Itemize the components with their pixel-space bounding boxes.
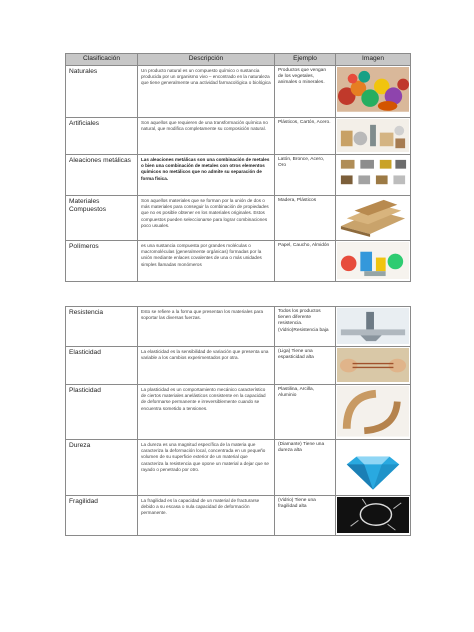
row-example: (Diamante) Tiene una dureza alta [275,440,336,496]
row-image [336,241,411,282]
table-row [66,155,411,196]
row-image [336,496,411,536]
header-imagen: Imagen [336,54,411,66]
row-description: Un producto natural es un compuesto químico o sustancia producida por un organismo vivo – encontrado en la naturaleza que tiene generalmente una actividad farmacológica o biológica [138,66,275,118]
row-example: Latón, Bronce, Acero, Oro [275,155,336,196]
row-name: Artificiales [66,118,138,155]
bent-wood-photo [337,386,409,437]
row-image [336,196,411,241]
polymer-objects-photo [337,242,409,279]
row-description: Son aquellos que requieren de una transformación química no natural, que modifica completamente su composición natural. [138,118,275,155]
table-row [66,307,411,347]
row-description: La elasticidad es la sensibilidad de variación que presenta una variable a los cambios experimentados por otra. [138,347,275,385]
row-name: Aleaciones metálicas [66,155,138,196]
row-example: Papel, Caucho, Almidón [275,241,336,282]
table-header-row [66,54,411,66]
table-row [66,66,411,118]
row-description: La plasticidad es un comportamiento mecánico característico de ciertos materiales anelásticos consistente en la capacidad de deformarse permanente e irreversiblemente cuando se encuentra sometido a tensiones. [138,385,275,440]
row-image [336,440,411,496]
artificial-objects-photo [337,119,409,152]
table-row [66,196,411,241]
row-description: Son aquellos materiales que se forman por la unión de dos o más materiales para conseguir la combinación de propiedades que no es posible obtener en los materiales originales. Estos compuestos pueden seleccionarse para lograr combinaciones poco usuales. [138,196,275,241]
row-name: Polímeros [66,241,138,282]
header-clasificacion: Clasificación [66,54,138,66]
table-row [66,347,411,385]
row-description: Esto se refiere a la forma que presentan los materiales para soportar las diversas fuerzas. [138,307,275,347]
broken-glass-photo [337,497,409,533]
row-image [336,66,411,118]
row-name: Plasticidad [66,385,138,440]
row-name: Resistencia [66,307,138,347]
row-description: es una sustancia compuesta por grandes moléculas o macromoléculas (generalmente orgánicas) formadas por la unión mediante enlaces covalentes de una o más unidades simples llamadas monómeros [138,241,275,282]
header-descripcion: Descripción [138,54,275,66]
row-example: Todos los productos tienen diferente resistencia. (Vidrio)Resistencia baja [275,307,336,347]
table-row [66,440,411,496]
resistance-test-photo [337,308,409,344]
row-description [138,155,275,196]
table-row [66,496,411,536]
classification-table [65,53,411,282]
table-row [66,118,411,155]
row-image [336,385,411,440]
row-image [336,155,411,196]
metal-alloys-photo [337,156,409,193]
row-example: Plastilina, Arcilla, Aluminio [275,385,336,440]
rubber-band-photo [337,348,409,382]
bold-description: Las aleaciones metálicas son una combinación de metales o bien una combinación de metales con otros elementos químicos no metálicos que no admite su separación de forma física. [141,157,270,181]
row-description: La dureza es una magnitud específica de la materia que caracteriza la deformación local, concentrada en un pequeño volumen de su superficie exterior de un material que caracteriza la resistencia que opone un material a dejar que se rayado o penetrado por otro. [138,440,275,496]
table-row [66,241,411,282]
row-example: Productos que vengan de los vegetales, animales o minerales. [275,66,336,118]
properties-table [65,306,411,536]
row-example: Plásticos, Cartón, Acero. [275,118,336,155]
diamond-photo [337,441,409,493]
wood-boards-photo [337,197,409,238]
row-example: (Vidrio) Tiene una fragilidad alta [275,496,336,536]
row-image [336,118,411,155]
row-example: Madera, Plásticos [275,196,336,241]
row-name: Fragilidad [66,496,138,536]
row-example: (Liga) Tiene una espasticidad alta [275,347,336,385]
row-name: Naturales [66,66,138,118]
row-name: Elasticidad [66,347,138,385]
table-row [66,385,411,440]
row-image [336,307,411,347]
row-description: La fragilidad es la capacidad de un material de fracturarse debido a su escasa o nula capacidad de deformación permanente. [138,496,275,536]
row-image [336,347,411,385]
row-name: Materiales Compuestos [66,196,138,241]
fruits-vegetables-photo [337,67,409,112]
header-ejemplo: Ejemplo [275,54,336,66]
row-name: Dureza [66,440,138,496]
